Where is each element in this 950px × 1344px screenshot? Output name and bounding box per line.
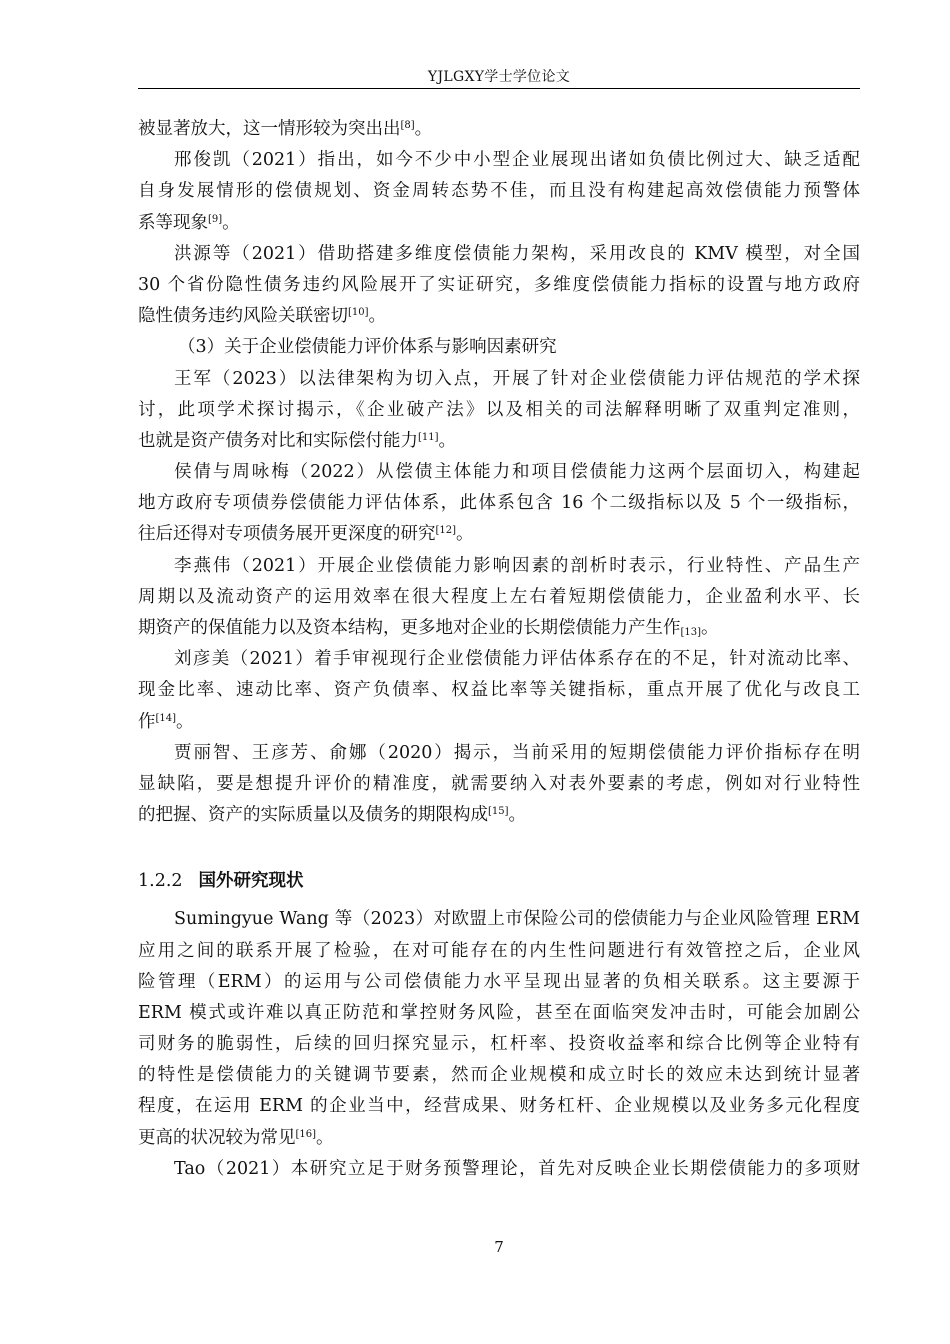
citation-ref: [10] bbox=[348, 307, 369, 319]
paragraph-line: 刘彦美（2021）着手审视现行企业偿债能力评估体系存在的不足，针对流动比率、 bbox=[174, 649, 860, 670]
paragraph-line: 更高的状况较为常见[16]。 bbox=[138, 1127, 334, 1148]
subheading: （3）关于企业偿债能力评价体系与影响因素研究 bbox=[178, 337, 557, 358]
paragraph-line: 险管理（ERM）的运用与公司偿债能力水平呈现出显著的负相关联系。这主要源于 bbox=[138, 971, 860, 992]
running-header: YJLGXY学士学位论文 bbox=[427, 69, 571, 85]
citation-ref: [12] bbox=[435, 525, 457, 537]
citation-ref: [14] bbox=[155, 712, 177, 724]
paragraph-line: 显缺陷，要是想提升评价的精准度，就需要纳入对表外要素的考虑，例如对行业特性 bbox=[138, 773, 860, 794]
paragraph-line: 期资产的保值能力以及资本结构，更多地对企业的长期偿债能力产生作$_{[13]}$。 bbox=[138, 618, 719, 638]
spacer bbox=[138, 831, 860, 865]
paragraph-line: 被显著放大，这一情形较为突出出[8]。 bbox=[138, 119, 433, 139]
paragraph-line: Tao（2021）本研究立足于财务预警理论，首先对反映企业长期偿债能力的多项财 bbox=[174, 1158, 860, 1179]
citation-ref: [11] bbox=[418, 431, 439, 443]
paragraph-line: ERM 模式或许难以真正防范和掌控财务风险，甚至在面临突发冲击时，可能会加剧公 bbox=[138, 1002, 860, 1023]
paragraph-line: 应用之间的联系开展了检验，在对可能存在的内生性问题进行有效管控之后，企业风 bbox=[138, 940, 860, 961]
paragraph-line: 地方政府专项债券偿债能力评估体系，此体系包含 16 个二级指标以及 5 个一级指标， bbox=[138, 493, 860, 514]
page-number: 7 bbox=[494, 1238, 504, 1256]
citation-ref: [13] bbox=[680, 627, 702, 638]
paragraph-line: 往后还得对专项债务展开更深度的研究[12]。 bbox=[138, 524, 474, 545]
paragraph-line: 隐性债务违约风险关联密切[10]。 bbox=[138, 306, 387, 327]
paragraph-line: 的把握、资产的实际质量以及债务的期限构成[15]。 bbox=[138, 805, 527, 826]
paragraph-line: 周期以及流动资产的运用效率在很大程度上左右着短期偿债能力，企业盈利水平、长 bbox=[138, 586, 860, 607]
paragraph-line: 的特性是偿债能力的关键调节要素，然而企业规模和成立时长的效应未达到统计显著 bbox=[138, 1065, 860, 1086]
section-heading bbox=[138, 865, 860, 898]
header-rule bbox=[138, 88, 860, 89]
citation-ref: [8] bbox=[400, 120, 415, 131]
paragraph-line: 程度，在运用 ERM 的企业当中，经营成果、财务杠杆、企业规模以及业务多元化程度 bbox=[138, 1096, 860, 1117]
paragraph-line: 30 个省份隐性债务违约风险展开了实证研究，多维度偿债能力指标的设置与地方政府 bbox=[138, 274, 860, 295]
citation-ref: [9] bbox=[208, 213, 223, 225]
citation-ref: [15] bbox=[488, 806, 509, 818]
paragraph-line: 作[14]。 bbox=[138, 711, 194, 732]
section-number: 1.2.2 bbox=[138, 871, 183, 892]
citation-ref: [16] bbox=[295, 1128, 317, 1140]
paragraph-line: 讨，此项学术探讨揭示，《企业破产法》以及相关的司法解释明晰了双重判定准则， bbox=[138, 399, 860, 420]
paragraph-line: Sumingyue Wang 等（2023）对欧盟上市保险公司的偿债能力与企业风险管理 ERM bbox=[174, 909, 860, 930]
paragraph-line: 邢俊凯（2021）指出，如今不少中小型企业展现出诸如负债比例过大、缺乏适配 bbox=[174, 150, 860, 171]
paragraph-line: 王军（2023）以法律架构为切入点，开展了针对企业偿债能力评估规范的学术探 bbox=[174, 368, 860, 389]
paragraph-line: 系等现象[9]。 bbox=[138, 212, 240, 233]
paragraph-line: 司财务的脆弱性，后续的回归探究显示，杠杆率、投资收益率和综合比例等企业特有 bbox=[138, 1034, 860, 1055]
paragraph-line: 现金比率、速动比率、资产负债率、权益比率等关键指标，重点开展了优化与改良工 bbox=[138, 680, 860, 701]
paragraph-line: 李燕伟（2021）开展企业偿债能力影响因素的剖析时表示，行业特性、产品生产 bbox=[174, 555, 860, 576]
paragraph-line: 侯倩与周咏梅（2022）从偿债主体能力和项目偿债能力这两个层面切入，构建起 bbox=[174, 462, 860, 483]
page-body bbox=[138, 114, 860, 1185]
section-title: 国外研究现状 bbox=[198, 871, 304, 892]
paragraph-line: 自身发展情形的偿债规划、资金周转态势不佳，而且没有构建起高效偿债能力预警体 bbox=[138, 181, 860, 202]
paragraph-line: 也就是资产债务对比和实际偿付能力[11]。 bbox=[138, 430, 457, 451]
paragraph-line: 贾丽智、王彦芳、俞娜（2020）揭示，当前采用的短期偿债能力评价指标存在明 bbox=[174, 742, 860, 763]
paragraph-line: 洪源等（2021）借助搭建多维度偿债能力架构，采用改良的 KMV 模型，对全国 bbox=[174, 243, 860, 264]
